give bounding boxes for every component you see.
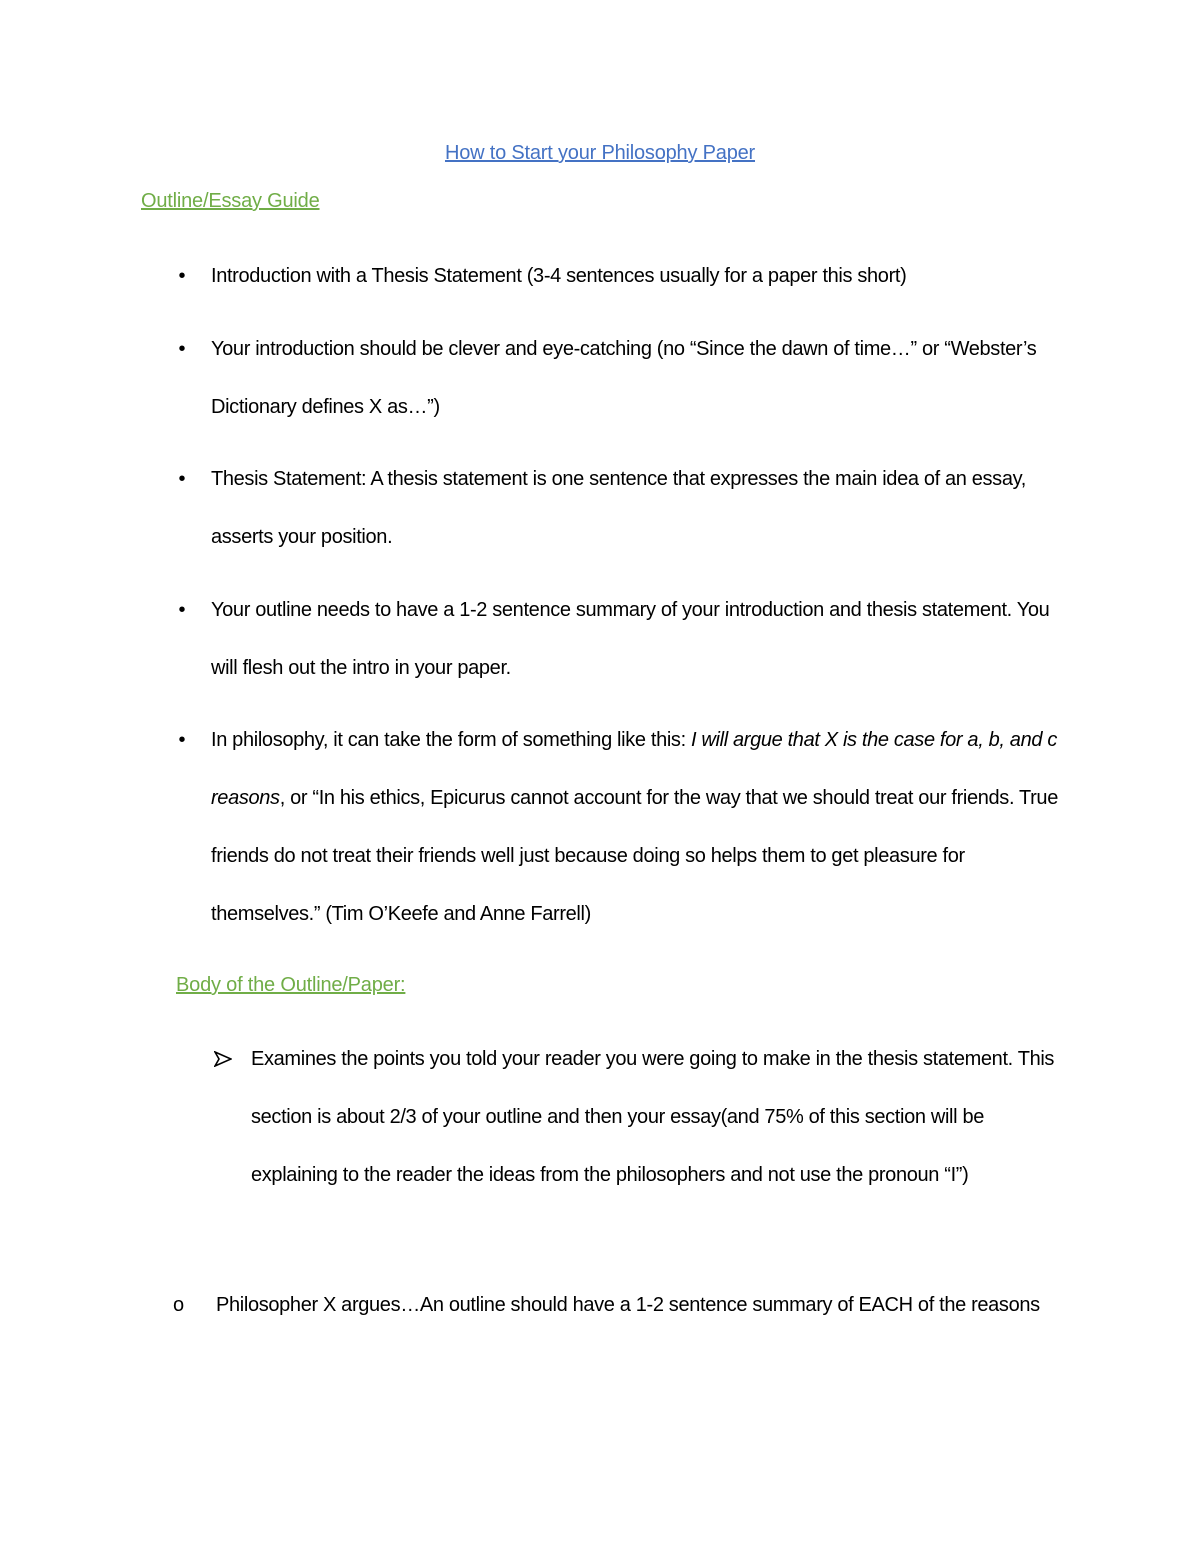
bullet-icon: •	[178, 338, 186, 360]
list-item: Philosopher X argues…An outline should have a 1-2 sentence summary of EACH of the reasons	[216, 1294, 1040, 1316]
list-item: Thesis Statement: A thesis statement is one sentence that expresses the main idea of an essay, asserts your position.	[211, 468, 1026, 548]
bullet-icon: •	[178, 599, 186, 621]
arrow-bullet-icon	[214, 1030, 232, 1088]
list-item-intro: In philosophy, it can take the form of something like this:	[211, 729, 691, 751]
page-title: How to Start your Philosophy Paper	[444, 142, 756, 164]
list-item	[211, 711, 1071, 943]
bullet-icon: •	[178, 729, 186, 751]
section-heading-outline: Outline/Essay Guide	[141, 190, 320, 212]
section-heading-body: Body of the Outline/Paper:	[176, 974, 406, 996]
list-item-italic-example: I will argue that X is the case for a, b, and c reasons	[211, 729, 1057, 809]
list-item: Your outline needs to have a 1-2 sentence summary of your introduction and thesis statement. You will flesh out the intro in your paper.	[211, 599, 1050, 679]
bullet-icon: •	[178, 265, 186, 287]
list-item: Your introduction should be clever and eye-catching (no “Since the dawn of time…” or “Webster’s Dictionary defines X as…”)	[211, 338, 1037, 418]
bullet-icon: •	[178, 468, 186, 490]
list-item: Introduction with a Thesis Statement (3-4 sentences usually for a paper this short)	[211, 265, 907, 287]
list-item-rest: , or “In his ethics, Epicurus cannot account for the way that we should treat our friends. True friends do not treat their friends well just because doing so helps them to get pleasure for themselves.” (Tim O’Keefe and Anne Farrell)	[211, 787, 1058, 925]
circle-bullet-icon: o	[173, 1294, 185, 1316]
arrow-bullet-icon-svg	[214, 1051, 232, 1067]
list-item: Examines the points you told your reader you were going to make in the thesis statement. This section is about 2/3 of your outline and then your essay(and 75% of this section will be explaining to the reader the ideas from the philosophers and not use the pronoun “I”)	[251, 1048, 1055, 1186]
